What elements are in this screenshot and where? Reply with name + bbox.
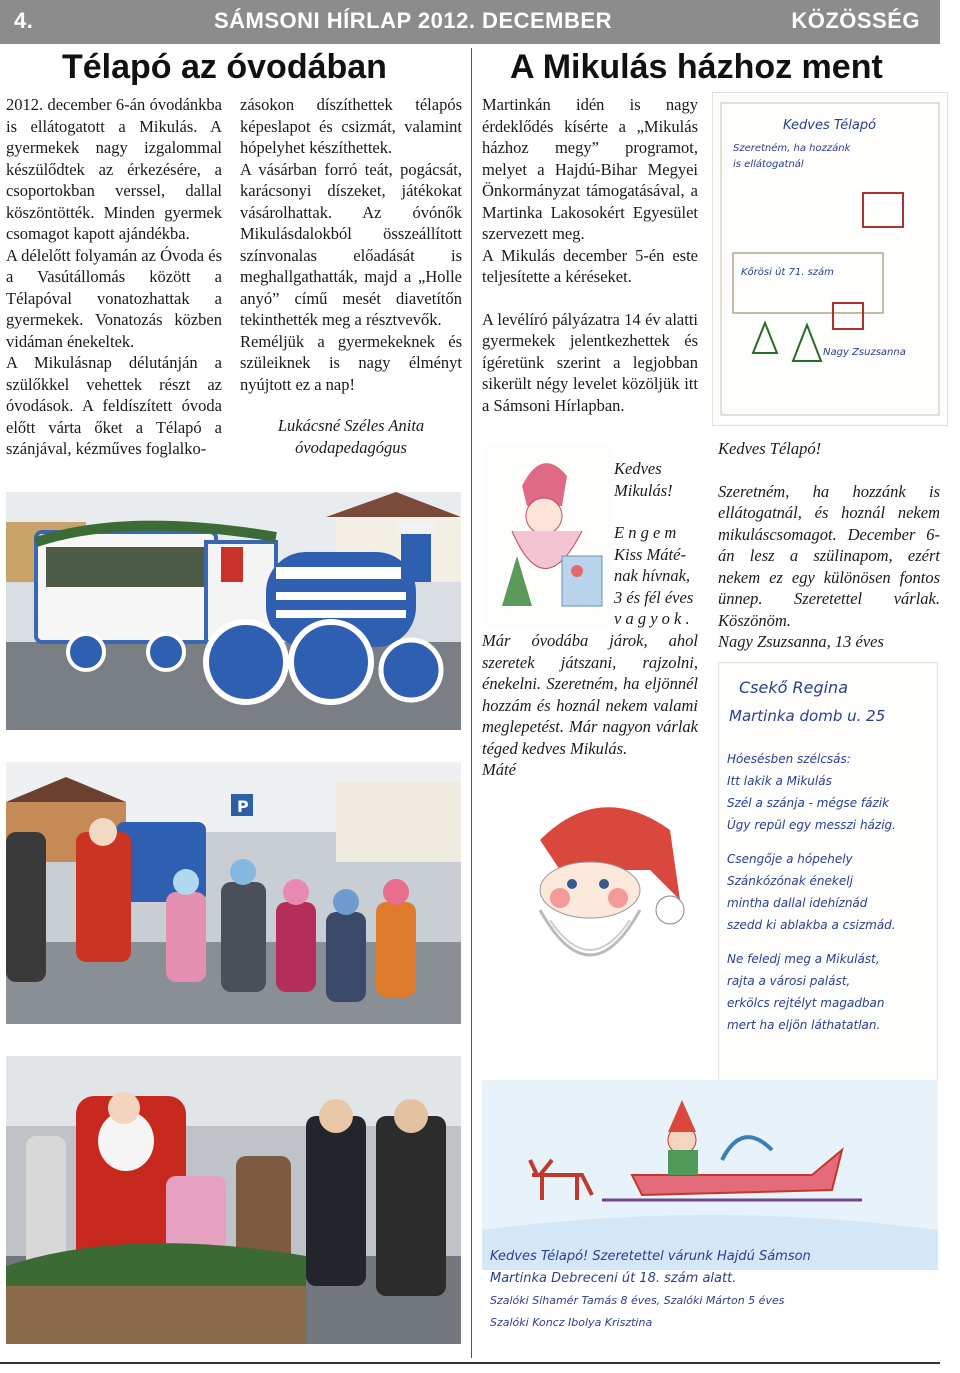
- photo-children-santa: [6, 762, 461, 1024]
- bottom-rule: [0, 1362, 940, 1364]
- left-article-title: Télapó az óvodában: [62, 48, 387, 86]
- paragraph: A Mikulásnap délutánján a szülőkkel vehettek részt az óvodások. A feldíszített óvoda előtt várta őket a Télapó a szánjával, kézműves foglalko-: [6, 353, 222, 458]
- author-role: óvodapedagógus: [295, 437, 407, 457]
- publication-title: SÁMSONI HÍRLAP 2012. DECEMBER: [214, 8, 612, 33]
- hw-line: Hóesésben szélcsás:: [727, 752, 851, 766]
- hw-line: rajta a városi palást,: [727, 974, 851, 988]
- letter-line: 3 és fél éves: [614, 587, 694, 607]
- hw-line: is ellátogatnál: [733, 159, 804, 170]
- letter-greeting: Kedves Télapó!: [718, 439, 822, 458]
- hw-line: Kőrösi út 71. szám: [741, 267, 834, 278]
- author-name: Lukácsné Széles Anita: [277, 416, 425, 435]
- letter-line: v a g y o k .: [614, 609, 690, 628]
- left-article-col1: [6, 94, 222, 460]
- letter-body: Már óvodába járok, ahol szeretek játszani, rajzolni, énekelni. Szeretném, ha eljönnél hozzám és hoznál nekem valami meglepetést. Már nagyon várlak téged kedves Mikulás.: [482, 631, 698, 758]
- hw-line: Csengője a hópehely: [727, 852, 853, 866]
- column-divider: [471, 48, 472, 1358]
- paragraph: A vásárban forró teát, pogácsát, karácsonyi díszeket, játékokat vásárolhattak. Az óvónők Mikulásdalokból összeállított színvonalas előadását is meghallgathatták, majd a „Holle anyó” című mesét diavetítőn tekinthették meg a résztvevők.: [240, 159, 462, 329]
- hw-line: Ne feledj meg a Mikulást,: [727, 952, 880, 966]
- paragraph: A levélíró pályázatra 14 év alatti gyermekek jelentkezhettek és ígéretünk szerint a legjobban sikerült négy levelet közöljük itt a Sámsoni Hírlapban.: [482, 309, 698, 415]
- hw-line: mert ha eljön láthatatlan.: [727, 1018, 881, 1032]
- right-article-title: A Mikulás házhoz ment: [510, 48, 883, 86]
- left-article-col2: [240, 94, 462, 458]
- letter-mate-header: [614, 458, 698, 630]
- hw-line: Szeretném, ha hozzánk: [733, 143, 851, 154]
- drawing-santa-sleigh: [482, 1080, 938, 1352]
- svg-text:P: P: [237, 797, 249, 816]
- photo-train: [6, 492, 461, 730]
- hw-line: Nagy Zsuzsanna: [823, 347, 906, 358]
- section-label: KÖZÖSSÉG: [791, 8, 920, 33]
- paragraph: Reméljük a gyermekeknek és szüleiknek is nagy élményt nyújtott ez a nap!: [240, 331, 462, 394]
- photo-santa-sleigh: [6, 1056, 461, 1344]
- letter-zsuzsanna: [718, 438, 940, 653]
- hw-line: Szánkózónak énekelj: [727, 874, 853, 888]
- letter-line: Kiss Máté-: [614, 544, 686, 564]
- drawing-santa-mate: [482, 446, 614, 626]
- hw-line: Kedves Télapó! Szeretettel várunk Hajdú Sámson: [490, 1249, 811, 1264]
- hw-name: Csekő Regina: [739, 678, 848, 697]
- page-number: 4.: [14, 8, 34, 33]
- page-header: [0, 0, 940, 44]
- hw-line: Szalóki Sihamér Tamás 8 éves, Szalóki Márton 5 éves: [490, 1294, 785, 1307]
- letter-line: nak hívnak,: [614, 566, 691, 585]
- paragraph: zásokon díszíthettek télapós képeslapot és csizmát, valamint hópelyhet készíthettek.: [240, 95, 462, 157]
- hw-line: Úgy repül egy messzi házig.: [727, 818, 896, 832]
- hw-line: Martinka Debreceni út 18. szám alatt.: [490, 1271, 737, 1286]
- right-article-intro: [482, 94, 698, 416]
- letter-body: Szeretném, ha hozzánk is ellátogatnál, és hoznál nekem mikuláscsomagot. December 6-án lesz a szülinapom, ezért nekem ez egy különösen fontos ünnep. Szeretettel várlak. Köszönöm.: [718, 481, 940, 630]
- handwritten-poem-regina: [718, 662, 938, 1082]
- handwritten-letter-zsuzsanna: [712, 92, 948, 426]
- hw-line: szedd ki ablakba a csizmád.: [727, 918, 896, 932]
- letter-signature: Nagy Zsuzsanna, 13 éves: [718, 632, 884, 651]
- drawing-santa-face: [500, 780, 696, 990]
- hw-line: mintha dallal idehíznád: [727, 896, 868, 910]
- paragraph: Martinkán idén is nagy érdeklődés kísérte a „Mikulás házhoz megy” programot, melyet a Hajdú-Bihar Megyei Önkormányzat támogatásával, a Martinka Lakosokért Egyesület szervezett meg.: [482, 95, 698, 243]
- paragraph: 2012. december 6-án óvodánkba is ellátogatott a Mikulás. A gyermekek nagy izgalommal készülődtek az érkezésére, a csoportokban verssel, dallal köszöntötték. Minden gyermek csomagot kapott ajándékba.: [6, 95, 222, 243]
- letter-greeting: Kedves Mikulás!: [614, 459, 673, 500]
- letter-line: E n g e m: [614, 523, 677, 542]
- letter-signature: Máté: [482, 760, 516, 779]
- hw-line: Szalóki Koncz Ibolya Krisztina: [490, 1316, 653, 1329]
- hw-line: erkölcs rejtélyt magadban: [727, 996, 885, 1010]
- paragraph: A Mikulás december 5-én este teljesítette a kéréseket.: [482, 245, 698, 286]
- paragraph: A délelőtt folyamán az Óvoda és a Vasútállomás között a Télapóval vonatozhattak a gyermekek. Vonatozás közben vidáman énekeltek.: [6, 245, 222, 351]
- hw-line: Kedves Télapó: [783, 118, 877, 133]
- letter-mate-body: [482, 630, 698, 781]
- hw-line: Itt lakik a Mikulás: [727, 774, 832, 788]
- hw-line: Szél a szánja - mégse fázik: [727, 796, 890, 810]
- hw-address: Martinka domb u. 25: [729, 707, 886, 725]
